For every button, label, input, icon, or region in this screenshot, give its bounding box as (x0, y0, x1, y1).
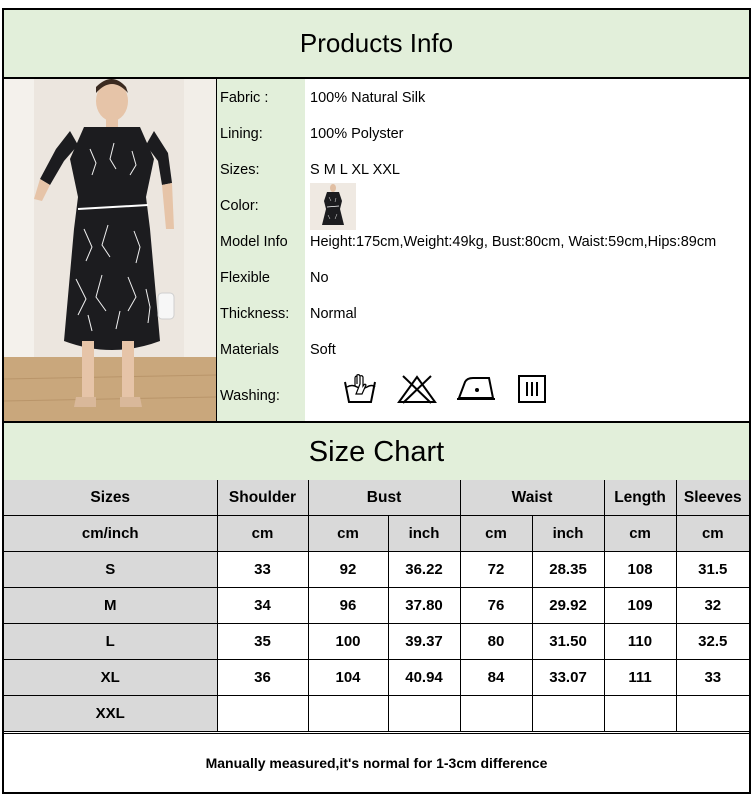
flexible-value: No (310, 270, 329, 286)
table-cell: 33.07 (532, 660, 604, 696)
hand-wash-icon (343, 374, 377, 406)
products-info-title: Products Info (4, 10, 749, 79)
table-cell: 104 (308, 660, 388, 696)
header-sleeves: Sleeves (676, 480, 749, 516)
table-cell (308, 696, 388, 732)
header-length: Length (604, 480, 676, 516)
table-units-row (4, 516, 749, 552)
product-sheet (2, 8, 751, 794)
info-values-column (305, 79, 749, 421)
measurement-note: Manually measured,it's normal for 1-3cm difference (4, 733, 749, 793)
unit-cell: inch (388, 516, 460, 552)
header-shoulder: Shoulder (217, 480, 308, 516)
unit-cell: cm (217, 516, 308, 552)
thickness-value: Normal (310, 306, 357, 322)
table-cell (217, 696, 308, 732)
table-cell: 84 (460, 660, 532, 696)
model-info-value: Height:175cm,Weight:49kg, Bust:80cm, Waist:59cm,Hips:89cm (310, 234, 717, 250)
table-cell: 31.50 (532, 624, 604, 660)
table-cell: 72 (460, 552, 532, 588)
unit-cell: cm/inch (4, 516, 217, 552)
line-dry-icon (517, 374, 547, 404)
unit-cell: cm (308, 516, 388, 552)
table-row (4, 588, 749, 624)
table-cell: 29.92 (532, 588, 604, 624)
flexible-label: Flexible (220, 270, 270, 286)
size-label: XL (4, 660, 217, 696)
size-label: S (4, 552, 217, 588)
table-header-row (4, 480, 749, 516)
table-cell: 34 (217, 588, 308, 624)
lining-label: Lining: (220, 126, 263, 142)
table-cell: 111 (604, 660, 676, 696)
table-cell: 32.5 (676, 624, 749, 660)
header-waist: Waist (460, 480, 604, 516)
unit-cell: cm (676, 516, 749, 552)
color-label: Color: (220, 198, 259, 214)
info-labels-column (217, 79, 305, 421)
lining-value: 100% Polyster (310, 126, 404, 142)
table-cell: 31.5 (676, 552, 749, 588)
table-cell (676, 696, 749, 732)
table-cell: 35 (217, 624, 308, 660)
unit-cell: cm (604, 516, 676, 552)
table-cell: 39.37 (388, 624, 460, 660)
sizes-value: S M L XL XXL (310, 162, 400, 178)
table-cell: 36 (217, 660, 308, 696)
header-sizes: Sizes (4, 480, 217, 516)
fabric-label: Fabric : (220, 90, 269, 106)
table-row (4, 552, 749, 588)
table-cell: 108 (604, 552, 676, 588)
table-cell: 32 (676, 588, 749, 624)
model-photo (4, 79, 217, 421)
color-swatch-thumbnail (310, 183, 356, 230)
table-cell: 76 (460, 588, 532, 624)
fabric-value: 100% Natural Silk (310, 90, 426, 106)
table-cell: 40.94 (388, 660, 460, 696)
table-cell: 36.22 (388, 552, 460, 588)
table-cell: 28.35 (532, 552, 604, 588)
table-cell: 96 (308, 588, 388, 624)
washing-label: Washing: (220, 388, 280, 404)
materials-label: Materials (220, 342, 279, 358)
size-chart-table (4, 480, 749, 732)
table-cell: 33 (676, 660, 749, 696)
header-bust: Bust (308, 480, 460, 516)
unit-cell: cm (460, 516, 532, 552)
table-cell: 92 (308, 552, 388, 588)
table-cell (604, 696, 676, 732)
unit-cell: inch (532, 516, 604, 552)
table-row (4, 624, 749, 660)
table-row (4, 660, 749, 696)
table-cell (388, 696, 460, 732)
sizes-label: Sizes: (220, 162, 260, 178)
iron-low-icon (455, 374, 499, 402)
do-not-bleach-icon (397, 374, 437, 404)
table-cell: 110 (604, 624, 676, 660)
size-label: L (4, 624, 217, 660)
table-cell: 33 (217, 552, 308, 588)
table-cell (460, 696, 532, 732)
materials-value: Soft (310, 342, 336, 358)
thickness-label: Thickness: (220, 306, 290, 322)
table-cell: 109 (604, 588, 676, 624)
table-cell: 100 (308, 624, 388, 660)
table-row (4, 696, 749, 732)
size-label: XXL (4, 696, 217, 732)
table-cell: 37.80 (388, 588, 460, 624)
table-cell (532, 696, 604, 732)
model-info-label: Model Info (220, 234, 288, 250)
size-chart-title: Size Chart (4, 421, 749, 482)
size-label: M (4, 588, 217, 624)
table-cell: 80 (460, 624, 532, 660)
